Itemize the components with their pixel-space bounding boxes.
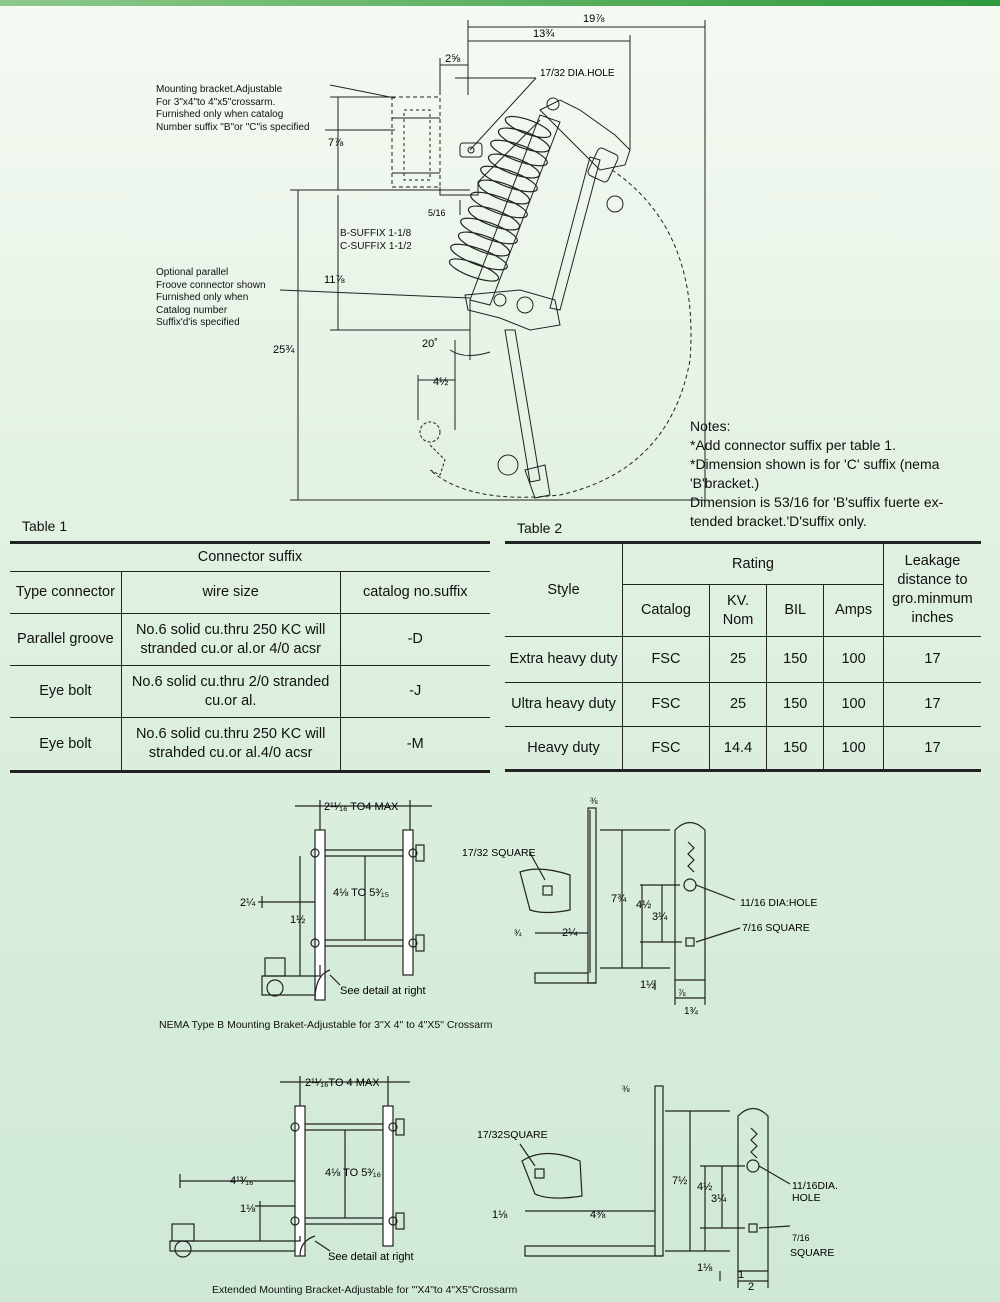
ext-detail-hole: 11/16DIA. <box>792 1180 838 1192</box>
table2-header-leakage: Leakage distance to gro.minmum inches <box>883 543 981 637</box>
table2-cell-style: Extra heavy duty <box>505 637 623 683</box>
table2-cell-catalog: FSC <box>623 727 710 771</box>
table2-header-bil: BIL <box>767 585 824 637</box>
table1-cell-type: Parallel groove <box>10 614 121 666</box>
ext-detail-4-1-2: 4½ <box>697 1181 713 1193</box>
nema-short-label: 1½ <box>290 914 306 926</box>
table2-caption: Table 2 <box>517 520 563 536</box>
notes-line: Dimension is 53/16 for 'B'suffix fuerte ex- <box>690 494 944 510</box>
notes-line: *Dimension shown is for 'C' suffix (nema <box>690 456 940 472</box>
dim-dia-hole: 17/32 DIA.HOLE <box>540 68 615 79</box>
table2-header-kv: KV. Nom <box>709 585 766 637</box>
ext-detail-hole-2: HOLE <box>792 1192 821 1204</box>
dim-2-5-8: 2⅝ <box>445 53 461 65</box>
ext-see-detail: See detail at right <box>328 1251 414 1263</box>
ext-detail-1: 1 <box>738 1269 745 1281</box>
table-row <box>505 683 981 727</box>
table2-header-style: Style <box>505 543 623 637</box>
table1-cell-suffix: -M <box>340 718 490 772</box>
ext-detail-square2-b: SQUARE <box>790 1247 835 1259</box>
table-row <box>505 637 981 683</box>
table1-group-header: Connector suffix <box>10 543 490 572</box>
table1-cell-type: Eye bolt <box>10 666 121 718</box>
dim-11-7-8: 11⅞ <box>324 274 345 286</box>
nema-detail-square: 17/32 SQUARE <box>462 847 536 859</box>
bracket-note: Mounting bracket.Adjustable For 3"x4"to 4"x5"crossarm. Furnished only when catalog Number suffix "B"or "C"is specified <box>156 84 310 133</box>
notes-line: tended bracket.'D'suffix only. <box>690 513 867 529</box>
nema-detail-square2: 7/16 SQUARE <box>742 922 810 934</box>
table2-header-catalog: Catalog <box>623 585 710 637</box>
nema-detail-3-1-4: 3¼ <box>652 911 668 923</box>
dim-5-16: 5/16 <box>428 208 446 218</box>
table1-cell-suffix: -J <box>340 666 490 718</box>
table2-cell-kv: 25 <box>709 637 766 683</box>
nema-see-detail: See detail at right <box>340 985 426 997</box>
notes-block <box>690 417 943 531</box>
ext-detail-1-1-8-b: 1⅛ <box>697 1262 713 1274</box>
notes-line: 'B'bracket.) <box>690 475 760 491</box>
ext-bracket-caption: Extended Mounting Bracket-Adjustable for "'X4"to 4"X5"Crossarm <box>212 1284 518 1296</box>
ext-span-label: 2¹¹⁄₁₆TO 4 MAX <box>305 1077 380 1089</box>
table2-cell-bil: 150 <box>767 727 824 771</box>
suffix-note: B-SUFFIX 1-1/8 C-SUFFIX 1-1/2 <box>340 228 412 252</box>
table-row <box>10 614 490 666</box>
nema-detail-hole: 11/16 DIA:HOLE <box>740 897 818 909</box>
table1-caption: Table 1 <box>22 518 68 534</box>
table1-cell-suffix: -D <box>340 614 490 666</box>
nema-range-label: 4⅛ TO 5³⁄₁₅ <box>333 887 390 899</box>
table2-header-amps: Amps <box>824 585 884 637</box>
connector-note: Optional parallel Froove connector shown Furnished only when Catalog number Suffix'd'is specified <box>156 267 266 328</box>
dim-7-7-8: 7⅞ <box>328 137 344 149</box>
ext-detail-3-1-4: 3¼ <box>711 1193 727 1205</box>
ext-detail-square: 17/32SQUARE <box>477 1129 548 1141</box>
dim-19-7-8: 19⅞ <box>583 13 605 25</box>
nema-detail-2-1-4: 2¼ <box>562 927 578 939</box>
table-row <box>10 666 490 718</box>
table1-cell-wire: No.6 solid cu.thru 2/0 stranded cu.or al. <box>121 666 340 718</box>
nema-span-label: 2¹¹⁄₁₆ TO4 MAX <box>324 801 399 813</box>
table2 <box>505 541 981 772</box>
table2-cell-kv: 14.4 <box>709 727 766 771</box>
table1-header-suffix: catalog no.suffix <box>340 572 490 614</box>
notes-line: *Add connector suffix per table 1. <box>690 437 896 453</box>
ext-short-label: 1⅛ <box>240 1203 256 1215</box>
table2-cell-style: Heavy duty <box>505 727 623 771</box>
table2-cell-bil: 150 <box>767 637 824 683</box>
table2-cell-amps: 100 <box>824 727 884 771</box>
table2-cell-kv: 25 <box>709 683 766 727</box>
ext-detail-2: 2 <box>748 1281 755 1293</box>
dim-13-3-4: 13¾ <box>533 28 555 40</box>
table1-cell-type: Eye bolt <box>10 718 121 772</box>
table2-cell-bil: 150 <box>767 683 824 727</box>
ext-detail-1-1-8-a: 1⅛ <box>492 1209 508 1221</box>
table1 <box>10 541 490 773</box>
dim-4-1-2: 4½ <box>433 376 449 388</box>
nema-detail-7-8: ⅞ <box>678 988 686 998</box>
ext-detail-top: ⅜ <box>622 1084 630 1094</box>
table1-cell-wire: No.6 solid cu.thru 250 KC will stranded cu.or al.or 4/0 acsr <box>121 614 340 666</box>
nema-detail-3-4: ¾ <box>514 928 522 938</box>
nema-bracket-drawings <box>0 790 1000 1040</box>
nema-detail-4-1-2: 4½ <box>636 899 652 911</box>
table1-header-wire: wire size <box>121 572 340 614</box>
table2-cell-amps: 100 <box>824 637 884 683</box>
table1-header-type: Type connector <box>10 572 121 614</box>
ext-left-label: 4¹³⁄₁₆ <box>230 1175 254 1187</box>
nema-detail-1-1-2: 1½ <box>640 979 656 991</box>
nema-left-label: 2¼ <box>240 897 256 909</box>
nema-detail-1-3-4: 1¾ <box>684 1006 698 1017</box>
table2-cell-amps: 100 <box>824 683 884 727</box>
nema-detail-top: ⅜ <box>590 796 598 806</box>
dim-25-3-4: 25¾ <box>273 344 295 356</box>
table2-cell-leakage: 17 <box>883 683 981 727</box>
table2-header-rating: Rating <box>623 543 884 585</box>
ext-detail-4-3-8: 4⅜ <box>590 1209 606 1221</box>
table-row <box>505 727 981 771</box>
table2-cell-leakage: 17 <box>883 637 981 683</box>
dim-20-degrees: 20˚ <box>422 338 438 350</box>
notes-line: Notes: <box>690 418 731 434</box>
nema-bracket-caption: NEMA Type B Mounting Braket-Adjustable for 3"X 4" to 4"X5" Crossarm <box>159 1019 493 1031</box>
table2-cell-leakage: 17 <box>883 727 981 771</box>
table1-cell-wire: No.6 solid cu.thru 250 KC will strahded cu.or al.4/0 acsr <box>121 718 340 772</box>
ext-detail-square2-a: 7/16 <box>792 1233 810 1243</box>
nema-detail-7-3-4: 7¾ <box>611 893 627 905</box>
ext-range-label: 4⅛ TO 5³⁄₁₆ <box>325 1167 382 1179</box>
table2-cell-catalog: FSC <box>623 683 710 727</box>
ext-detail-7-1-2: 7½ <box>672 1175 688 1187</box>
table2-cell-catalog: FSC <box>623 637 710 683</box>
table2-cell-style: Ultra heavy duty <box>505 683 623 727</box>
table-row <box>10 718 490 772</box>
